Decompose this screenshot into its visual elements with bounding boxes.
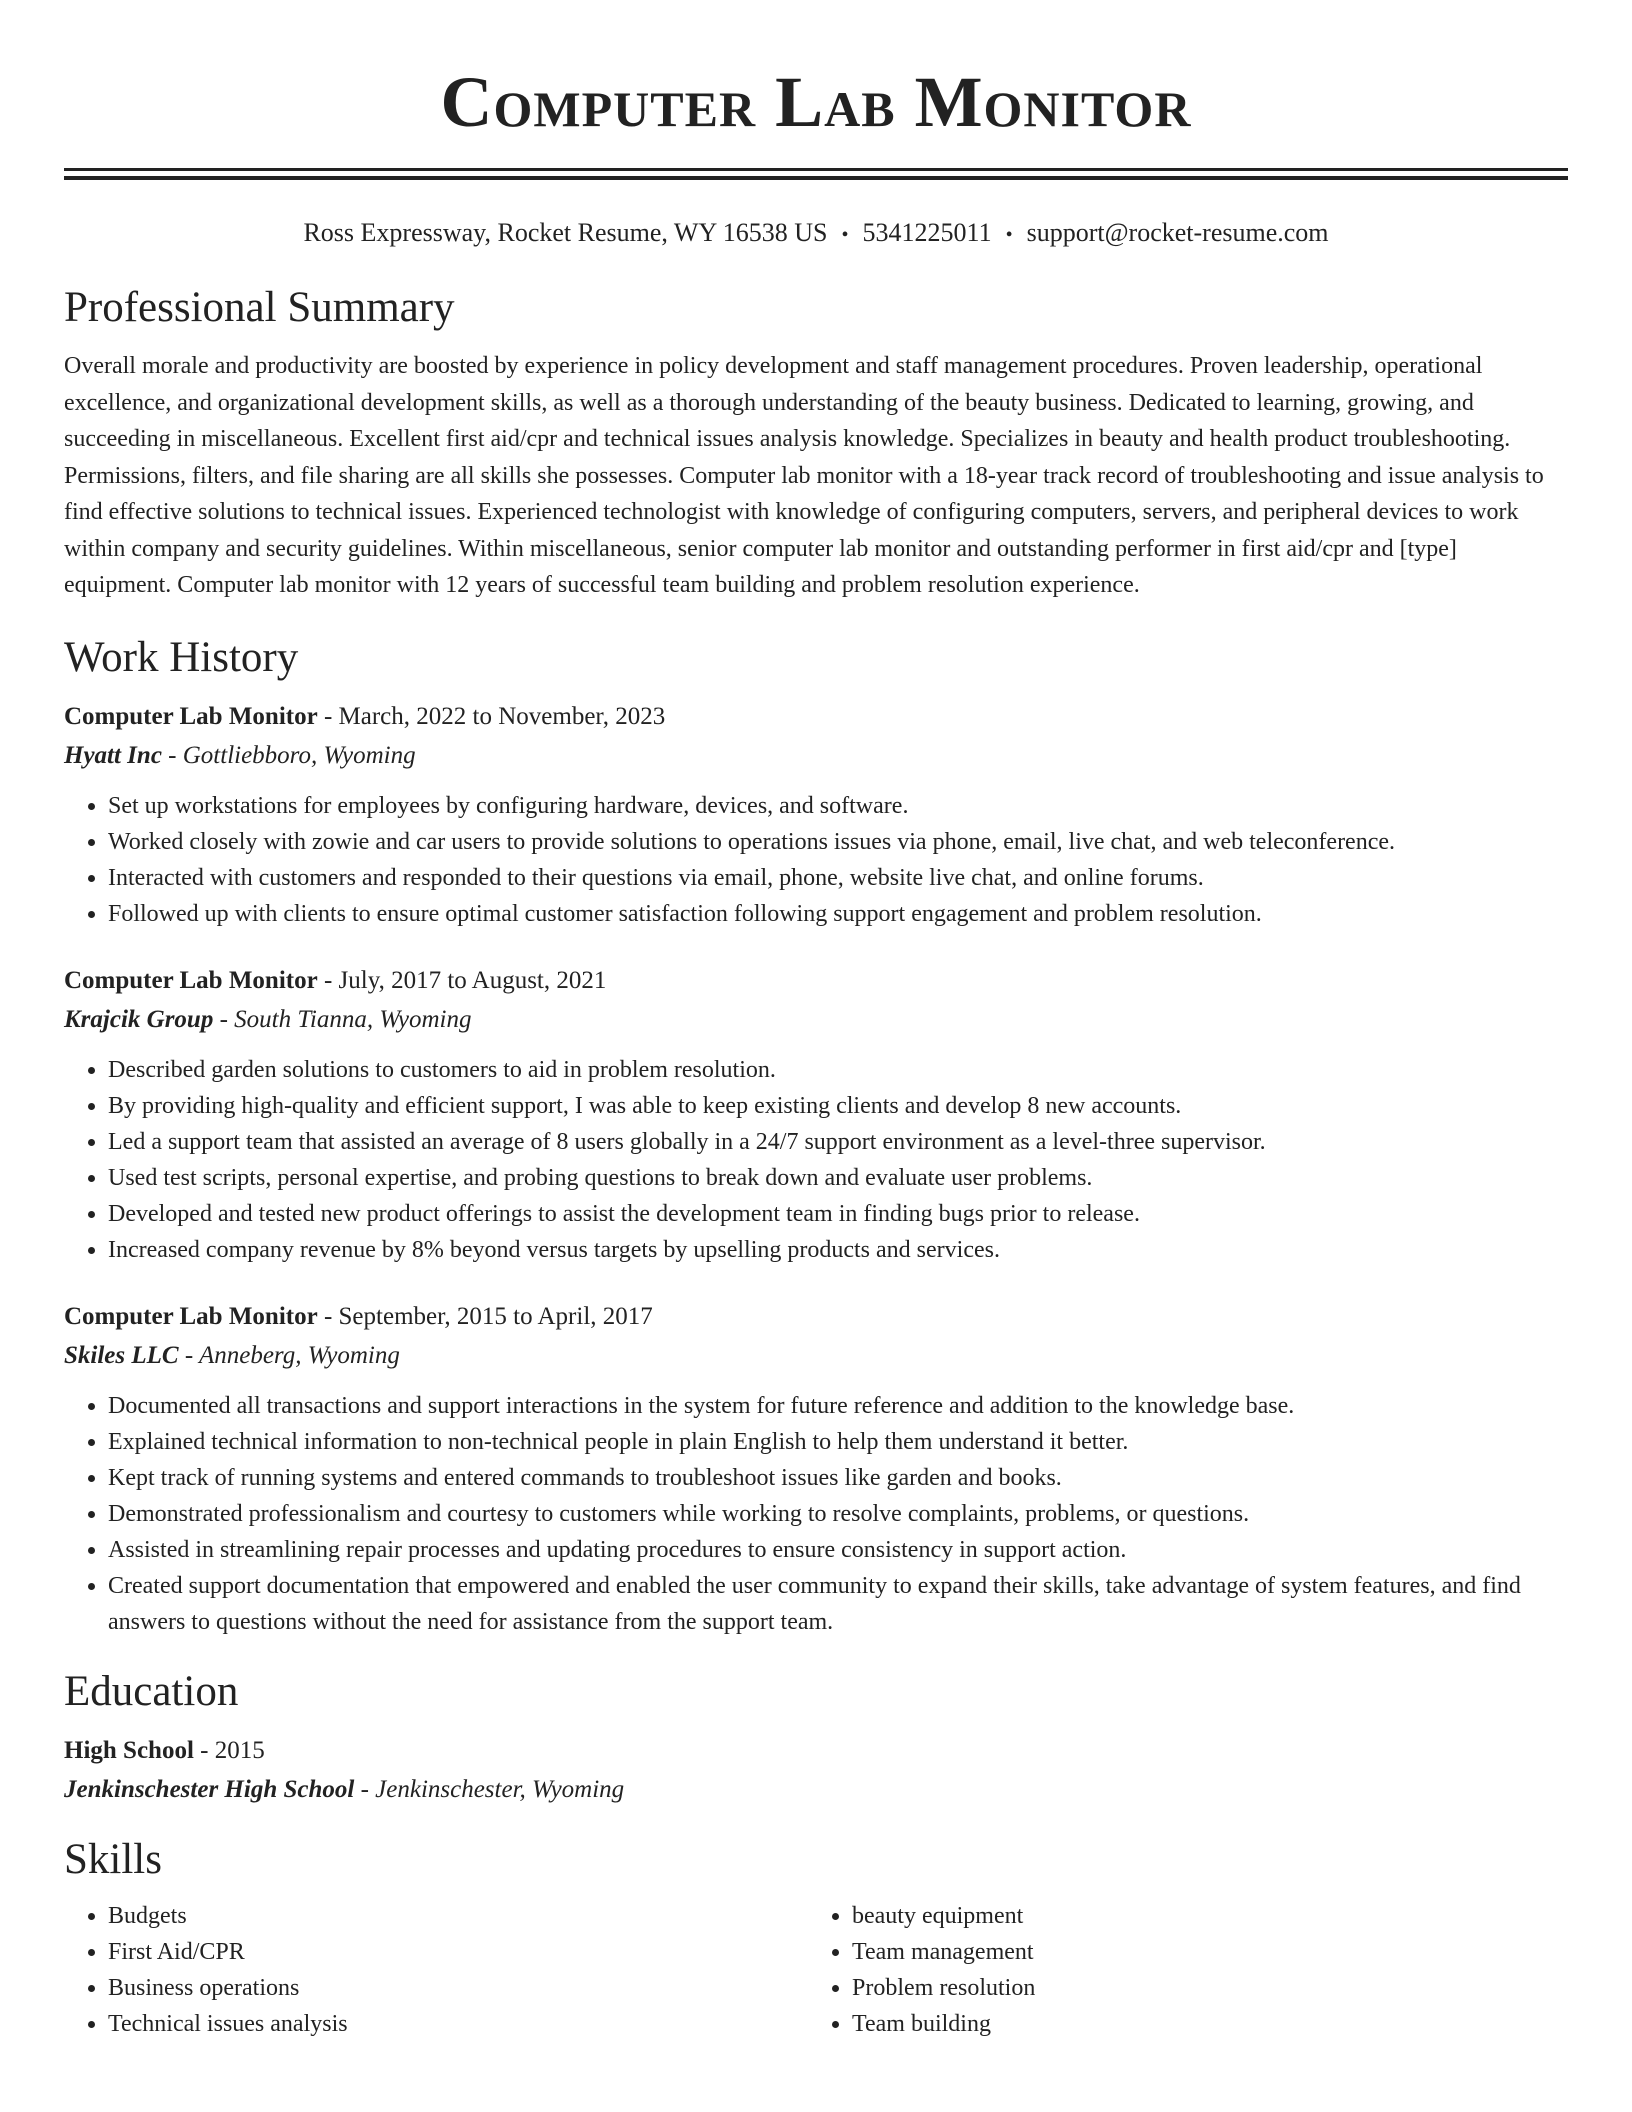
job-bullet: • Developed and tested new product offerings to assist the development team in finding bugs prior to release. xyxy=(108,1196,1568,1232)
contact-separator: • xyxy=(1005,224,1013,246)
skill-item: • Team management xyxy=(852,1934,1552,1970)
job-company-line xyxy=(64,736,1568,776)
job-title-line xyxy=(64,962,1568,1000)
skill-item: • Problem resolution xyxy=(852,1970,1552,2006)
skills-columns xyxy=(64,1898,1568,2042)
job-role: Computer Lab Monitor xyxy=(64,1302,318,1330)
job-entry xyxy=(64,698,1568,932)
work-history-heading: Work History xyxy=(64,633,299,681)
contact-email: support@rocket-resume.com xyxy=(1026,218,1329,247)
job-role: Computer Lab Monitor xyxy=(64,966,318,994)
education-entry xyxy=(64,1732,1568,1810)
job-bullet: • Assisted in streamlining repair processes and updating procedures to ensure consistency in support action. xyxy=(108,1532,1568,1568)
skill-item: • Business operations xyxy=(108,1970,808,2006)
resume-page xyxy=(64,0,1568,2042)
skill-item: • Technical issues analysis xyxy=(108,2006,808,2042)
skill-item: • First Aid/CPR xyxy=(108,1934,808,1970)
job-company: Hyatt Inc xyxy=(64,741,162,769)
skill-item: • beauty equipment xyxy=(852,1898,1552,1934)
education-heading: Education xyxy=(64,1667,239,1715)
education-school: Jenkinschester High School xyxy=(64,1775,355,1803)
job-role: Computer Lab Monitor xyxy=(64,702,318,730)
job-bullet: • Described garden solutions to customers to aid in problem resolution. xyxy=(108,1052,1568,1088)
job-location: - Gottliebboro, Wyoming xyxy=(161,741,416,769)
job-bullets xyxy=(64,788,1568,932)
job-company: Skiles LLC xyxy=(64,1341,179,1369)
contact-address: Ross Expressway, Rocket Resume, WY 16538 US xyxy=(303,218,828,247)
contact-separator: • xyxy=(841,224,849,246)
education-year: - 2015 xyxy=(193,1736,265,1764)
job-bullet: • Interacted with customers and responded to their questions via email, phone, website live chat, and online forums. xyxy=(108,860,1568,896)
job-location: - South Tianna, Wyoming xyxy=(213,1005,472,1033)
skill-item: • Budgets xyxy=(108,1898,808,1934)
job-dates: - September, 2015 to April, 2017 xyxy=(317,1302,653,1330)
education-degree-line xyxy=(64,1732,1568,1770)
job-entry xyxy=(64,1298,1568,1640)
skills-left-list xyxy=(64,1898,808,2042)
job-bullet: • Followed up with clients to ensure optimal customer satisfaction following support engagement and problem resolution. xyxy=(108,896,1568,932)
title-divider-bottom xyxy=(64,176,1568,180)
job-bullet: • Increased company revenue by 8% beyond versus targets by upselling products and services. xyxy=(108,1232,1568,1268)
education-degree: High School xyxy=(64,1736,194,1764)
contact-phone: 5341225011 xyxy=(862,218,992,247)
job-bullet: • Documented all transactions and support interactions in the system for future reference and addition to the knowledge base. xyxy=(108,1388,1568,1424)
job-bullet: • Explained technical information to non-technical people in plain English to help them understand it better. xyxy=(108,1424,1568,1460)
skills-right-list xyxy=(808,1898,1552,2042)
contact-line xyxy=(64,216,1568,252)
job-dates: - March, 2022 to November, 2023 xyxy=(317,702,666,730)
job-bullet: • Led a support team that assisted an average of 8 users globally in a 24/7 support environment as a level-three supervisor. xyxy=(108,1124,1568,1160)
job-company-line xyxy=(64,1336,1568,1376)
skill-item: • Team building xyxy=(852,2006,1552,2042)
education-location: - Jenkinschester, Wyoming xyxy=(354,1775,625,1803)
resume-title: Computer Lab Monitor xyxy=(440,62,1192,142)
education-school-line xyxy=(64,1770,1568,1810)
job-title-line xyxy=(64,698,1568,736)
job-company: Krajcik Group xyxy=(64,1005,214,1033)
job-bullet: • Demonstrated professionalism and courtesy to customers while working to resolve complaints, problems, or questions. xyxy=(108,1496,1568,1532)
job-bullet: • Created support documentation that empowered and enabled the user community to expand their skills, take advantage of system features, and find answers to questions without the need for assistance from the support team. xyxy=(108,1568,1568,1640)
job-location: - Anneberg, Wyoming xyxy=(178,1341,400,1369)
job-bullet: • Set up workstations for employees by configuring hardware, devices, and software. xyxy=(108,788,1568,824)
job-bullet: • By providing high-quality and efficient support, I was able to keep existing clients and develop 8 new accounts. xyxy=(108,1088,1568,1124)
skills-heading: Skills xyxy=(64,1835,162,1883)
job-company-line xyxy=(64,1000,1568,1040)
job-bullets xyxy=(64,1052,1568,1268)
summary-text: Overall morale and productivity are boosted by experience in policy development and staff management procedures. Proven leadership, operational excellence, and organizational development skills, as well as a thorough understanding of the beauty business. Dedicated to learning, growing, and succeeding in miscellaneous. Excellent first aid/cpr and technical issues analysis knowledge. Specializes in beauty and health product troubleshooting. Permissions, filters, and file sharing are all skills she possesses. Computer lab monitor with a 18-year track record of troubleshooting and issue analysis to find effective solutions to technical issues. Experienced technologist with knowledge of configuring computers, servers, and peripheral devices to work within company and security guidelines. Within miscellaneous, senior computer lab monitor and outstanding performer in first aid/cpr and [type] equipment. Computer lab monitor with 12 years of successful team building and problem resolution experience. xyxy=(64,353,1544,598)
summary-heading: Professional Summary xyxy=(64,284,455,331)
title-divider-top xyxy=(64,168,1568,171)
job-title-line xyxy=(64,1298,1568,1336)
job-bullet: • Worked closely with zowie and car users to provide solutions to operations issues via phone, email, live chat, and web teleconference. xyxy=(108,824,1568,860)
job-bullet: • Used test scripts, personal expertise, and probing questions to break down and evaluate user problems. xyxy=(108,1160,1568,1196)
job-bullets xyxy=(64,1388,1568,1640)
job-entry xyxy=(64,962,1568,1268)
job-bullet: • Kept track of running systems and entered commands to troubleshoot issues like garden and books. xyxy=(108,1460,1568,1496)
job-dates: - July, 2017 to August, 2021 xyxy=(317,966,607,994)
